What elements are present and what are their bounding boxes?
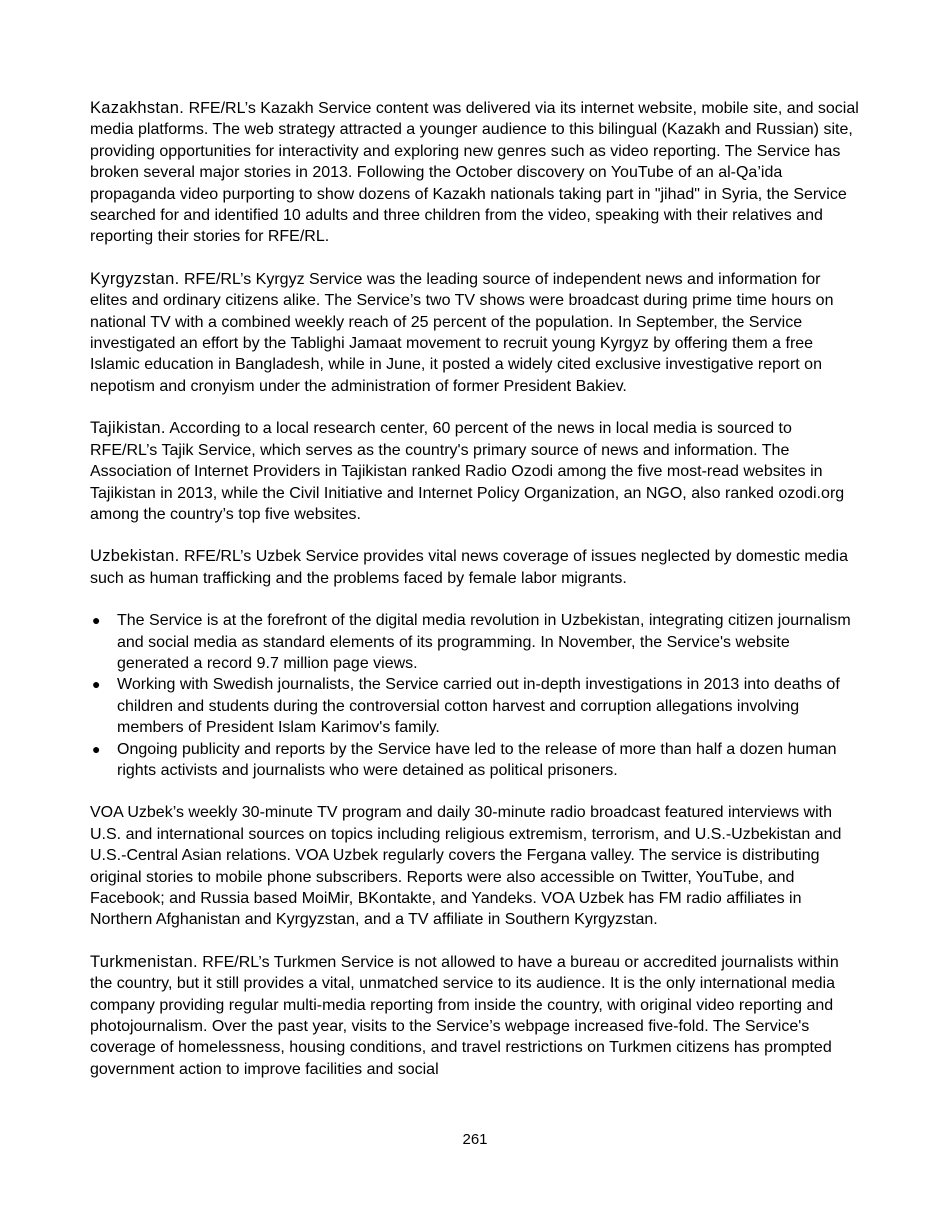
bullet-icon: ● bbox=[92, 612, 101, 629]
tajikistan-paragraph bbox=[90, 418, 862, 525]
uzbekistan-paragraph bbox=[90, 546, 862, 589]
bullet-icon: ● bbox=[92, 676, 101, 693]
kazakhstan-body: RFE/RL’s Kazakh Service content was delivered via its internet website, mobile site, and social media platforms. The web strategy attracted a younger audience to this bilingual (Kazakh and Russian) site, providing opportunities for interactivity and exploring new genres such as video reporting. The Service has broken several major stories in 2013. Following the October discovery on YouTube of an al-Qa’ida propaganda video purporting to show dozens of Kazakh nationals taking part in "jihad" in Syria, the Service searched for and identified 10 adults and three children from the video, speaking with their relatives and reporting their stories for RFE/RL. bbox=[90, 100, 859, 246]
page-number: 261 bbox=[462, 1131, 488, 1148]
list-item bbox=[92, 739, 862, 782]
list-item bbox=[92, 674, 862, 738]
tajikistan-heading: Tajikistan. bbox=[90, 419, 166, 438]
tajikistan-body: According to a local research center, 60 percent of the news in local media is sourced to RFE/RL’s Tajik Service, which serves as the country's primary source of news and information. The Association of Internet Providers in Tajikistan ranked Radio Ozodi among the five most-read websites in Tajikistan in 2013, while the Civil Initiative and Internet Policy Organization, an NGO, also ranked ozodi.org among the country’s top five websites. bbox=[90, 420, 845, 523]
voa-uzbek-paragraph: VOA Uzbek’s weekly 30-minute TV program and daily 30-minute radio broadcast featured interviews with U.S. and international sources on topics including religious extremism, terrorism, and U.S.-Uzbekistan and U.S.-Central Asian relations. VOA Uzbek regularly covers the Fergana valley. The service is distributing original stories to mobile phone subscribers. Reports were also accessible on Twitter, YouTube, and Facebook; and Russia based MoiMir, BKontakte, and Yandeks. VOA Uzbek has FM radio affiliates in Northern Afghanistan and Kyrgyzstan, and a TV affiliate in Southern Kyrgyzstan. bbox=[90, 804, 842, 929]
bullet-icon: ● bbox=[92, 740, 101, 757]
list-item-text: The Service is at the forefront of the digital media revolution in Uzbekistan, integrating citizen journalism and social media as standard elements of its programming. In November, the Service's website generated a record 9.7 million page views. bbox=[117, 612, 851, 672]
kyrgyzstan-paragraph bbox=[90, 269, 862, 397]
uzbek-service-bullet-list bbox=[90, 610, 862, 781]
turkmenistan-body: RFE/RL’s Turkmen Service is not allowed to have a bureau or accredited journalists within the country, but it still provides a vital, unmatched service to its audience. It is the only international media company providing regular multi-media reporting from inside the country, with original video reporting and photojournalism. Over the past year, visits to the Service’s webpage increased five-fold. The Service's coverage of homelessness, housing conditions, and travel restrictions on Turkmen citizens has prompted government action to improve facilities and social bbox=[90, 953, 839, 1078]
kyrgyzstan-body: RFE/RL’s Kyrgyz Service was the leading source of independent news and information for elites and ordinary citizens alike. The Service’s two TV shows were broadcast during prime time hours on national TV with a combined weekly reach of 25 percent of the population. In September, the Service investigated an effort by the Tablighi Jamaat movement to recruit young Kyrgyz by offering them a free Islamic education in Bangladesh, while in June, it posted a widely cited exclusive investigative report on nepotism and cronyism under the administration of former President Bakiev. bbox=[90, 270, 834, 395]
kazakhstan-heading: Kazakhstan. bbox=[90, 99, 185, 117]
turkmenistan-heading: Turkmenistan. bbox=[90, 952, 198, 971]
turkmenistan-paragraph bbox=[90, 952, 862, 1080]
kazakhstan-paragraph bbox=[90, 98, 862, 248]
uzbekistan-body: RFE/RL’s Uzbek Service provides vital news coverage of issues neglected by domestic media such as human trafficking and the problems faced by female labor migrants. bbox=[90, 548, 848, 587]
list-item-text: Ongoing publicity and reports by the Service have led to the release of more than half a dozen human rights activists and journalists who were detained as political prisoners. bbox=[117, 740, 837, 779]
list-item-text: Working with Swedish journalists, the Service carried out in-depth investigations in 2013 into deaths of children and students during the controversial cotton harvest and corruption allegations involving members of President Islam Karimov's family. bbox=[117, 676, 840, 737]
document-page bbox=[90, 98, 862, 1101]
list-item bbox=[92, 610, 862, 674]
uzbekistan-heading: Uzbekistan. bbox=[90, 547, 180, 566]
kyrgyzstan-heading: Kyrgyzstan. bbox=[90, 269, 180, 288]
